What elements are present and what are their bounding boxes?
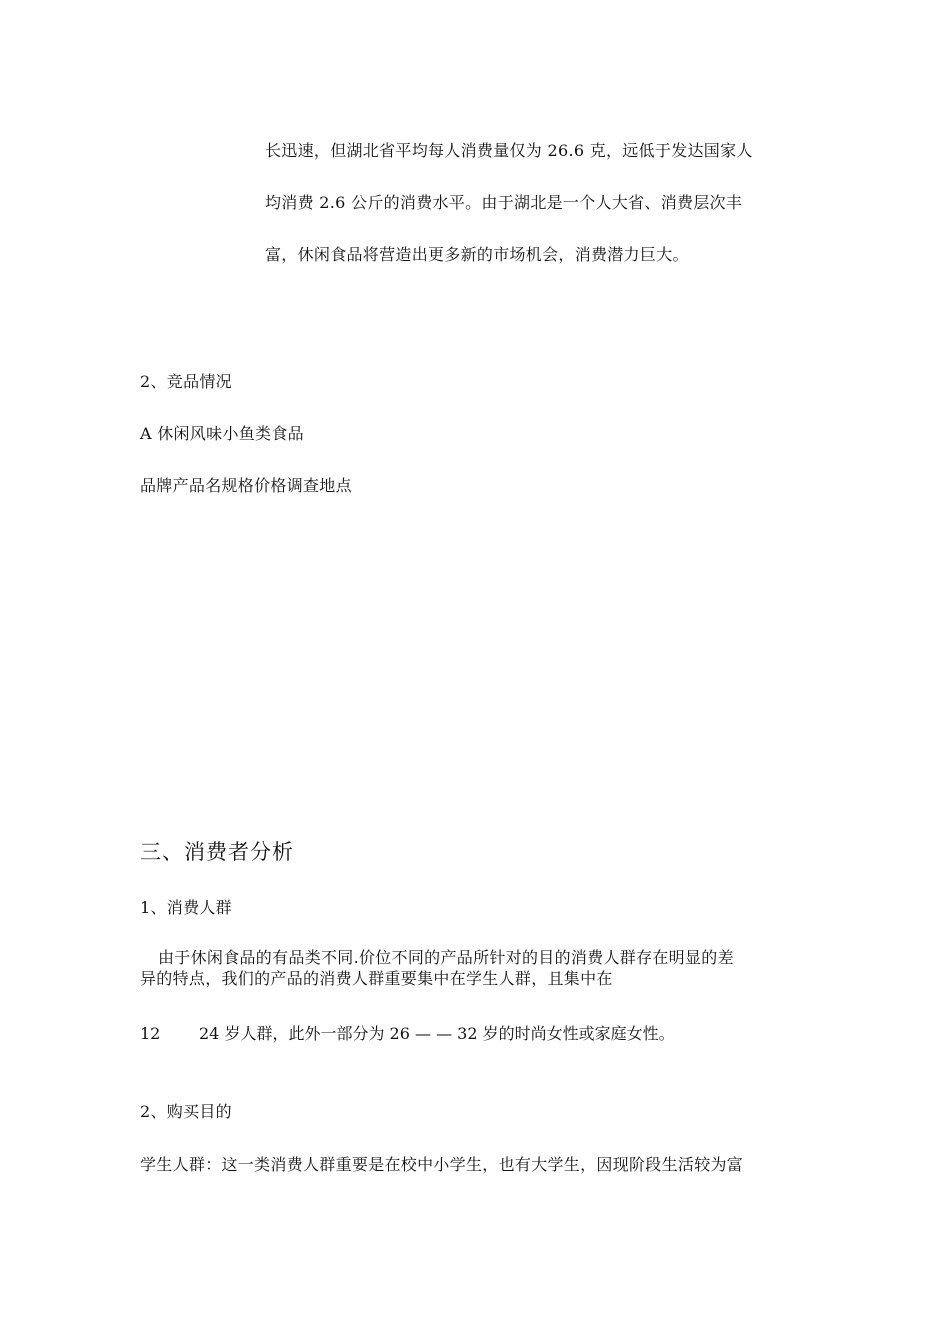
competition-subheading: A 休闲风味小鱼类食品 <box>140 424 304 443</box>
purchase-purpose-line-1: 学生人群：这一类消费人群重要是在校中小学生，也有大学生，因现阶段生活较为富 <box>140 1155 744 1174</box>
intro-line-1: 长迅速，但湖北省平均每人消费量仅为 26.6 克，远低于发达国家人 <box>265 141 753 160</box>
consumer-crowd-heading: 1、消费人群 <box>140 898 232 917</box>
age-start: 12 <box>140 1024 161 1043</box>
competition-heading: 2、竞品情况 <box>140 372 232 391</box>
intro-line-2: 均消费 2.6 公斤的消费水平。由于湖北是一个人大省、消费层次丰 <box>265 193 743 212</box>
consumer-crowd-line-1: 由于休闲食品的有品类不同.价位不同的产品所针对的目的消费人群存在明显的差 <box>158 948 734 967</box>
consumer-analysis-heading: 三、消费者分析 <box>140 840 294 864</box>
competition-table-header: 品牌产品名规格价格调查地点 <box>140 476 352 495</box>
purchase-purpose-heading: 2、购买目的 <box>140 1102 232 1121</box>
age-text: 24 岁人群，此外一部分为 26 — — 32 岁的时尚女性或家庭女性。 <box>199 1024 675 1043</box>
consumer-crowd-line-2: 异的特点，我们的产品的消费人群重要集中在学生人群，且集中在 <box>140 969 613 988</box>
intro-line-3: 富，休闲食品将营造出更多新的市场机会，消费潜力巨大。 <box>265 245 689 264</box>
